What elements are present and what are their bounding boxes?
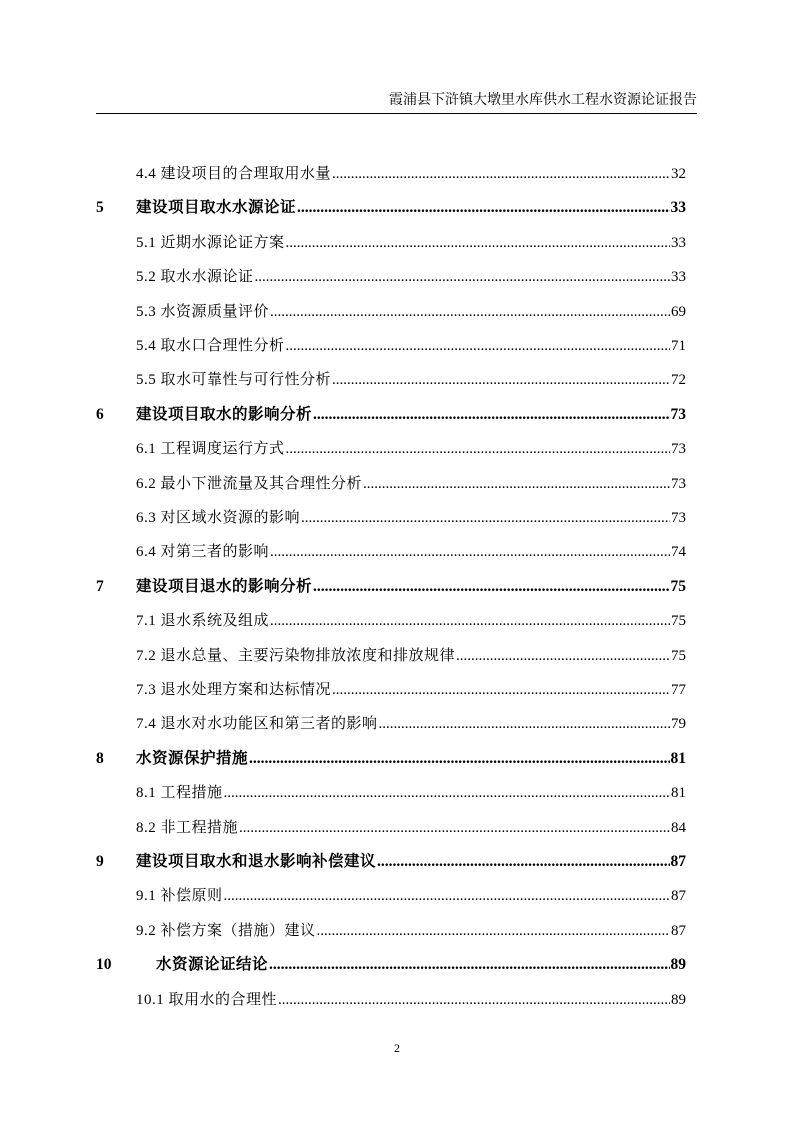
toc-entry-body [156,952,686,978]
toc-section-entry[interactable] [96,230,686,256]
dot-leader [297,195,669,221]
toc-section-entry[interactable] [96,471,686,497]
dot-leader [379,711,670,737]
dot-leader [224,780,670,806]
toc-entry-body [136,711,686,737]
toc-page-number: 73 [671,510,686,526]
dot-leader [317,918,670,944]
toc-section-entry[interactable] [96,161,686,187]
toc-entry-body [136,367,686,393]
toc-entry-title: 建设项目取水和退水影响补偿建议 [136,853,377,870]
toc-entry-body [136,505,686,531]
toc-entry-body [136,849,686,875]
toc-entry-title: 7.1 退水系统及组成 [136,613,270,629]
toc-entry-title: 建设项目退水的影响分析 [136,578,313,595]
toc-section-entry[interactable] [96,815,686,841]
toc-section-entry[interactable] [96,987,686,1013]
dot-leader [377,849,669,875]
toc-section-entry[interactable] [96,677,686,703]
toc-section-entry[interactable] [96,918,686,944]
toc-entry-title: 8.2 非工程措施 [136,820,239,836]
toc-section-entry[interactable] [96,299,686,325]
toc-entry-body [136,436,686,462]
toc-page-number: 33 [671,269,686,285]
toc-chapter-entry[interactable] [96,952,686,978]
toc-page-number: 73 [671,476,686,492]
toc-entry-body [136,402,686,428]
dot-leader [313,574,669,600]
toc-entry-body [136,299,686,325]
toc-entry-title: 水资源保护措施 [136,750,249,767]
dot-leader [332,161,670,187]
toc-page-number: 79 [671,716,686,732]
toc-section-entry[interactable] [96,367,686,393]
toc-chapter-entry[interactable] [96,195,686,221]
toc-entry-body [136,161,686,187]
running-header: 霞浦县下浒镇大墩里水库供水工程水资源论证报告 [389,93,697,108]
dot-leader [278,987,670,1013]
toc-entry-body [136,333,686,359]
toc-entry-title: 5.1 近期水源论证方案 [136,235,285,251]
toc-entry-title: 10.1 取用水的合理性 [136,992,278,1008]
toc-entry-title: 水资源论证结论 [156,956,269,973]
toc-page-number: 87 [671,923,686,939]
toc-entry-title: 7.4 退水对水功能区和第三者的影响 [136,716,378,732]
toc-page-number: 81 [671,785,686,801]
dot-leader [255,264,670,290]
toc-entry-body [136,815,686,841]
toc-chapter-entry[interactable] [96,746,686,772]
toc-page-number: 69 [671,304,686,320]
toc-entry-body [136,643,686,669]
toc-page-number: 75 [670,578,686,595]
toc-section-entry[interactable] [96,505,686,531]
toc-section-entry[interactable] [96,436,686,462]
toc-section-entry[interactable] [96,539,686,565]
toc-section-entry[interactable] [96,608,686,634]
toc-entry-body [136,574,686,600]
toc-chapter-number: 5 [96,199,104,216]
toc-page-number: 87 [670,853,686,870]
dot-leader [286,230,670,256]
toc-entry-body [136,987,686,1013]
toc-page-number: 73 [671,441,686,457]
toc-page-number: 71 [671,338,686,354]
toc-page-number: 89 [670,956,686,973]
toc-page-number: 33 [671,235,686,251]
toc-entry-title: 5.2 取水水源论证 [136,269,254,285]
toc-page-number: 75 [671,648,686,664]
toc-entry-title: 5.3 水资源质量评价 [136,304,270,320]
dot-leader [270,299,670,325]
toc-page-number: 32 [671,166,686,182]
toc-chapter-number: 10 [96,956,112,973]
toc-section-entry[interactable] [96,333,686,359]
dot-leader [224,883,670,909]
toc-section-entry[interactable] [96,264,686,290]
toc-entry-title: 9.1 补偿原则 [136,888,223,904]
toc-chapter-entry[interactable] [96,574,686,600]
dot-leader [286,333,670,359]
toc-page-number: 89 [671,992,686,1008]
dot-leader [249,746,669,772]
toc-entry-title: 6.3 对区域水资源的影响 [136,510,301,526]
dot-leader [363,471,670,497]
dot-leader [239,815,670,841]
dot-leader [269,952,669,978]
toc-section-entry[interactable] [96,711,686,737]
toc-section-entry[interactable] [96,780,686,806]
toc-chapter-number: 9 [96,853,104,870]
toc-entry-title: 7.3 退水处理方案和达标情况 [136,682,332,698]
dot-leader [286,436,670,462]
toc-entry-title: 6.1 工程调度运行方式 [136,441,285,457]
toc-entry-title: 4.4 建设项目的合理取用水量 [136,166,332,182]
toc-entry-title: 建设项目取水的影响分析 [136,406,313,423]
toc-page-number: 73 [670,406,686,423]
toc-entry-title: 建设项目取水水源论证 [136,199,297,216]
dot-leader [456,643,670,669]
toc-entry-body [136,608,686,634]
toc-entry-body [136,195,686,221]
toc-chapter-number: 6 [96,406,104,423]
toc-chapter-number: 7 [96,578,104,595]
toc-page-number: 81 [670,750,686,767]
toc-section-entry[interactable] [96,643,686,669]
toc-entry-title: 8.1 工程措施 [136,785,223,801]
dot-leader [332,677,670,703]
toc-entry-body [136,471,686,497]
toc-entry-body [136,539,686,565]
toc-entry-title: 6.2 最小下泄流量及其合理性分析 [136,476,363,492]
dot-leader [313,402,669,428]
toc-entry-body [136,780,686,806]
toc-page-number: 87 [671,888,686,904]
dot-leader [301,505,670,531]
toc-page-number: 33 [670,199,686,216]
toc-page-number: 75 [671,613,686,629]
toc-section-entry[interactable] [96,883,686,909]
toc-entry-body [136,746,686,772]
toc-chapter-number: 8 [96,750,104,767]
toc-entry-body [136,883,686,909]
toc-chapter-entry[interactable] [96,849,686,875]
toc-entry-body [136,918,686,944]
toc-page-number: 72 [671,372,686,388]
dot-leader [270,608,670,634]
page-number: 2 [394,1041,400,1055]
toc-entry-body [136,230,686,256]
toc-entry-title: 6.4 对第三者的影响 [136,544,270,560]
toc-entry-title: 9.2 补偿方案（措施）建议 [136,923,316,939]
dot-leader [332,367,670,393]
toc-page-number: 84 [671,820,686,836]
toc-page-number: 77 [671,682,686,698]
toc-entry-title: 7.2 退水总量、主要污染物排放浓度和排放规律 [136,648,456,664]
toc-entry-title: 5.4 取水口合理性分析 [136,338,285,354]
dot-leader [270,539,670,565]
toc-entry-body [136,677,686,703]
toc-page-number: 74 [671,544,686,560]
toc-entry-body [136,264,686,290]
toc-entry-title: 5.5 取水可靠性与可行性分析 [136,372,332,388]
toc-chapter-entry[interactable] [96,402,686,428]
